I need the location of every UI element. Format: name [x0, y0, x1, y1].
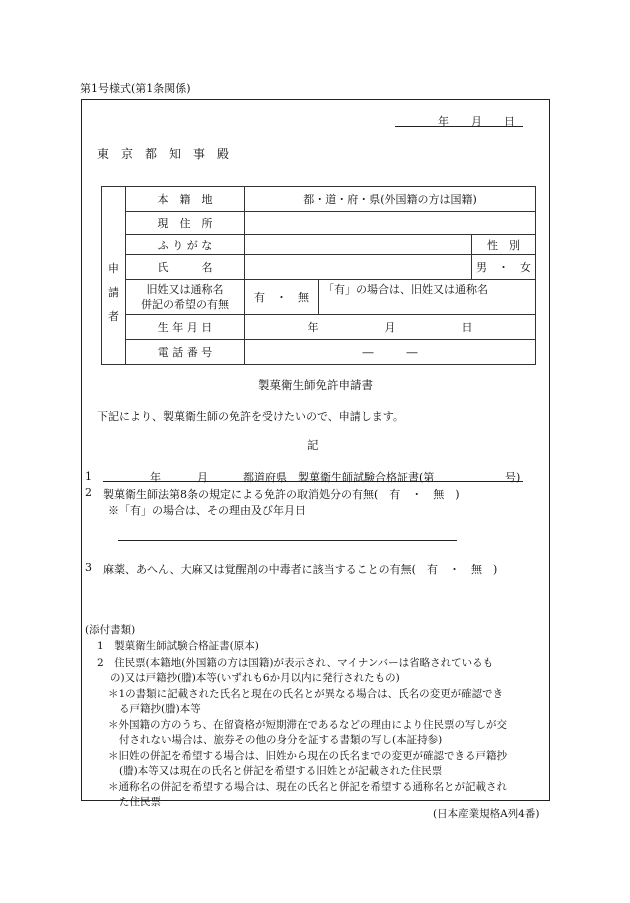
address-field[interactable]	[245, 212, 536, 235]
phone-value[interactable]: ― ―	[245, 340, 536, 365]
applicant-side-label	[102, 187, 126, 365]
date-underline	[395, 126, 523, 127]
note-2-line-1: ＊外国籍の方のうち、在留資格が短期滞在であるなどの理由により住民票の写しが交	[108, 719, 507, 731]
note-1-line-1: ＊1の書類に記載された氏名と現在の氏名とが異なる場合は、氏名の変更が確認でき	[108, 688, 504, 700]
phone-label: 電 話 番 号	[126, 340, 245, 365]
honseki-label: 本 籍 地	[126, 187, 245, 212]
address-label: 現 住 所	[126, 212, 245, 235]
side-char-1: 申	[108, 261, 119, 275]
former-name-note-text: 「有」の場合は、旧姓又は通称名	[323, 283, 488, 296]
paper-size-footer: (日本産業規格A列4番)	[433, 808, 540, 820]
former-name-note[interactable]	[319, 280, 536, 315]
side-char-3: 者	[108, 309, 119, 323]
note-4-line-2: た住民票	[119, 796, 161, 808]
former-name-label	[126, 280, 245, 315]
item2-text[interactable]: 製菓衛生師法第8条の規定による免許の取消処分の有無( 有 ・ 無 )	[103, 488, 460, 501]
honseki-value[interactable]: 都・道・府・県(外国籍の方は国籍)	[245, 187, 536, 212]
note-3-line-2: (謄)本等又は現在の氏名と併記を希望する旧姓とが記載された住民票	[119, 765, 443, 777]
former-name-choice[interactable]: 有 ・ 無	[245, 280, 319, 315]
form-title: 製菓衛生師免許申請書	[258, 378, 373, 392]
attachment-1: 1 製菓衛生師試験合格証書(原本)	[97, 640, 259, 652]
side-char-2: 請	[108, 285, 119, 299]
item1-text: 都道府県 製菓衛生師試験合格証書(第	[243, 471, 435, 484]
applicant-table	[101, 186, 536, 365]
item2-number: 2	[85, 486, 92, 499]
former-name-label-line-2: 併記の希望の有無	[141, 298, 229, 311]
note-1-line-2: る戸籍抄(謄)本等	[119, 703, 201, 715]
sex-value[interactable]: 男 ・ 女	[472, 255, 536, 280]
attachment-2-line-1: 2 住民票(本籍地(外国籍の方は国籍)が表示され、マイナンバーは省略されているも	[97, 657, 494, 669]
birth-label: 生 年 月 日	[126, 315, 245, 340]
item1-suffix: 号)	[505, 471, 521, 484]
attachments-heading: (添付書類)	[85, 624, 136, 636]
sex-label: 性 別	[472, 235, 536, 255]
form-number: 第1号様式(第1条関係)	[80, 82, 191, 95]
furigana-field[interactable]	[245, 235, 472, 255]
item3-text[interactable]: 麻薬、あへん、大麻又は覚醒剤の中毒者に該当することの有無( 有 ・ 無 )	[103, 563, 498, 576]
ki-heading: 記	[307, 438, 319, 452]
note-4-line-1: ＊通称名の併記を希望する場合は、現在の氏名と併記を希望する通称名とが記載され	[108, 781, 507, 793]
item3-number: 3	[85, 561, 92, 574]
furigana-label: ふ り が な	[126, 235, 245, 255]
intro-text: 下記により、製菓衛生師の免許を受けたいので、申請します。	[97, 410, 404, 423]
item1-year[interactable]: 年	[150, 471, 161, 484]
item2-note: ※「有」の場合は、その理由及び年月日	[108, 504, 306, 517]
attachment-2-line-2: の)又は戸籍抄(謄)本等(いずれも6か月以内に発行されたもの)	[110, 672, 400, 684]
item1-month[interactable]: 月	[197, 471, 208, 484]
note-2-line-2: 付されない場合は、旅券その他の身分を証する書類の写し(本証持参)	[119, 734, 443, 746]
birth-value[interactable]: 年 月 日	[245, 315, 536, 340]
name-label: 氏 名	[126, 255, 245, 280]
addressee: 東 京 都 知 事 殿	[97, 147, 230, 161]
note-3-line-1: ＊旧姓の併記を希望する場合は、旧姓から現在の氏名までの変更が確認できる戸籍抄	[108, 750, 507, 762]
former-name-label-line-1: 旧姓又は通称名	[146, 283, 224, 296]
date-line[interactable]: 年 月 日	[438, 115, 515, 128]
item2-reason-line[interactable]	[118, 540, 457, 541]
item1-number: 1	[85, 470, 92, 483]
name-field[interactable]	[245, 255, 472, 280]
